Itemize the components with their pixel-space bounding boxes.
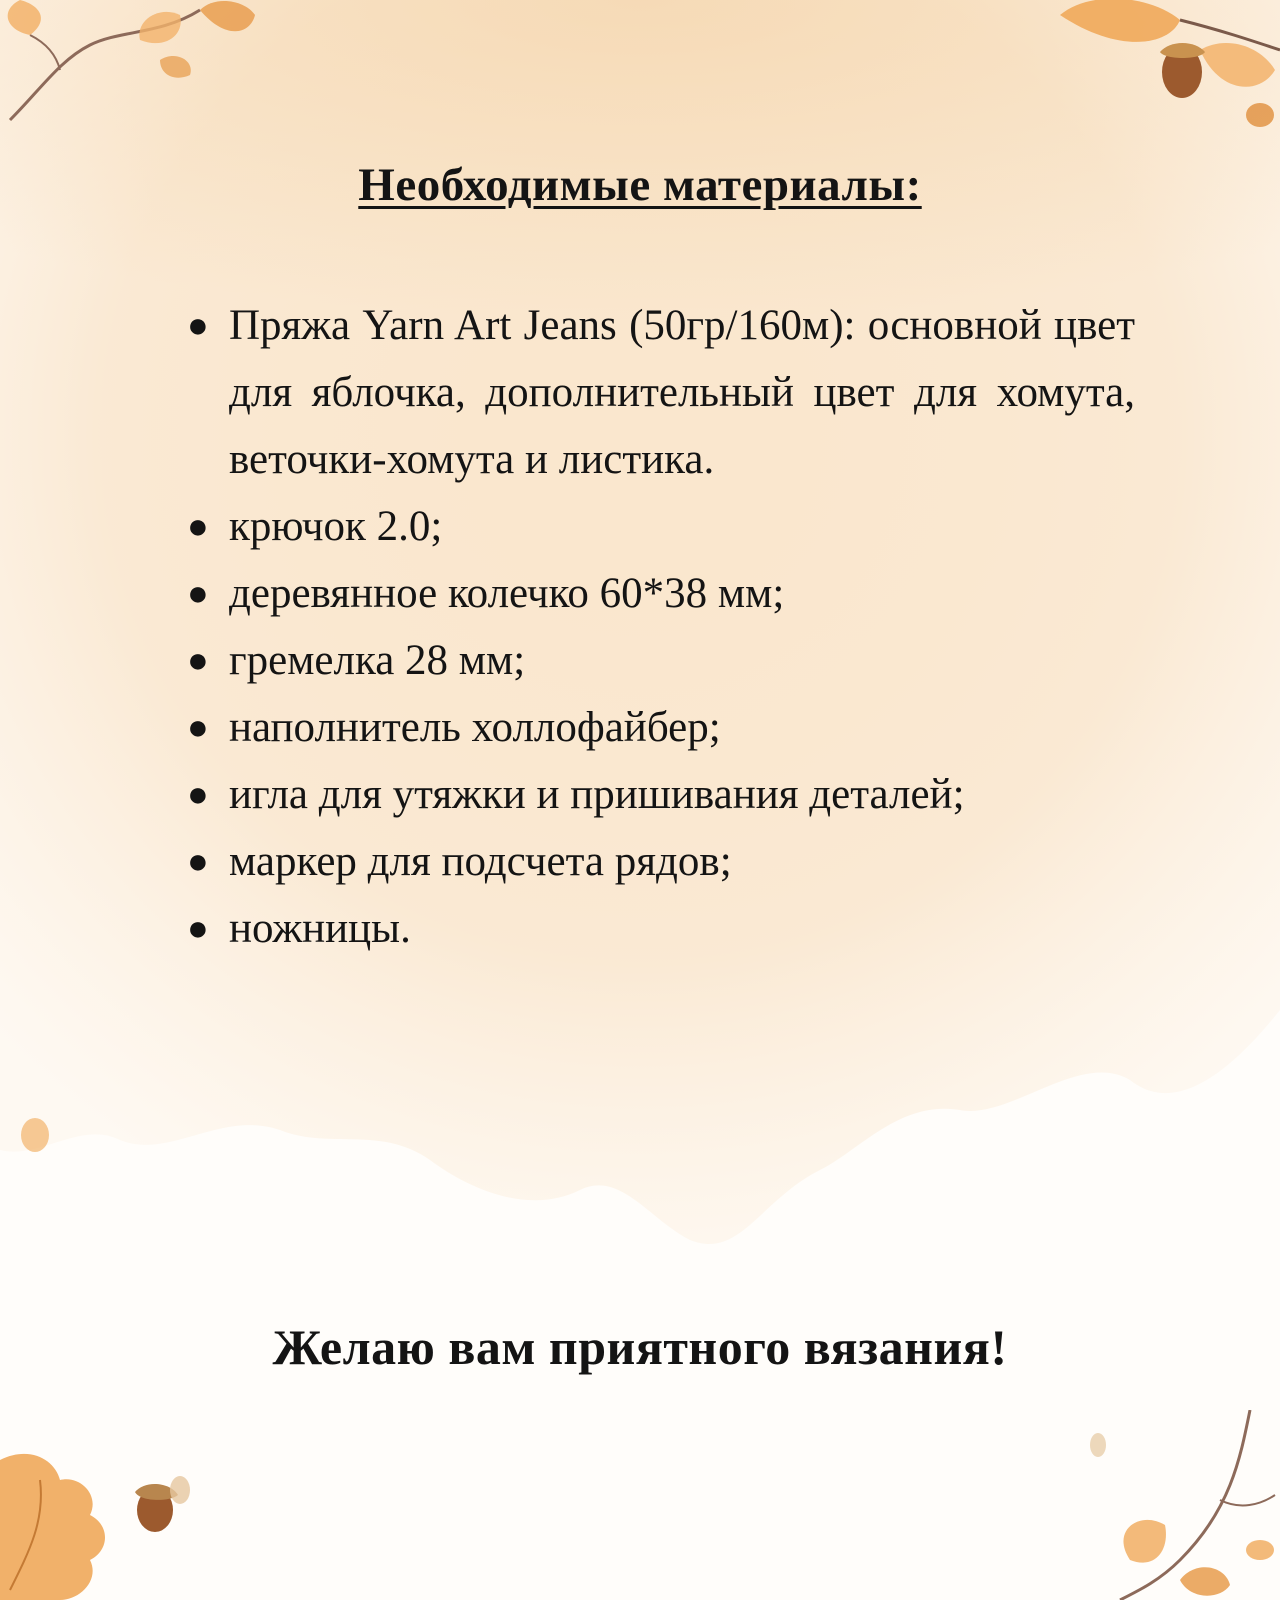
list-item (187, 828, 1135, 895)
closing-message: Желаю вам приятного вязания! (272, 1319, 1008, 1375)
bullet-icon: ● (187, 640, 209, 680)
list-item (187, 627, 1135, 694)
bullet-icon: ● (187, 305, 209, 345)
list-item (187, 560, 1135, 627)
materials-list (187, 292, 1135, 962)
list-item-text: деревянное колечко 60*38 мм; (229, 570, 785, 617)
bullet-icon: ● (187, 506, 209, 546)
petal-icon (18, 1115, 52, 1155)
list-item (187, 493, 1135, 560)
bullet-icon: ● (187, 774, 209, 814)
twig-icon (1060, 1410, 1280, 1600)
list-item (187, 761, 1135, 828)
bullet-icon: ● (187, 908, 209, 948)
list-item-text: гремелка 28 мм; (229, 637, 526, 684)
ginkgo-branch-icon (0, 0, 270, 130)
bullet-icon: ● (187, 707, 209, 747)
bullet-icon: ● (187, 573, 209, 613)
list-item-text: игла для утяжки и пришивания деталей; (229, 771, 965, 818)
list-item (187, 292, 1135, 493)
list-item-text: ножницы. (229, 905, 411, 952)
ginkgo-leaf-icon (1060, 0, 1280, 130)
list-item-text: Пряжа Yarn Art Jeans (50гр/160м): основной цвет для яблочка, дополнительный цвет для хомута, веточки-хомута и листика. (229, 302, 1135, 483)
page-title: Необходимые материалы: (358, 159, 922, 211)
list-item-text: маркер для подсчета рядов; (229, 838, 732, 885)
list-item-text: крючок 2.0; (229, 503, 443, 550)
list-item (187, 895, 1135, 962)
bullet-icon: ● (187, 841, 209, 881)
list-item-text: наполнитель холлофайбер; (229, 704, 721, 751)
list-item (187, 694, 1135, 761)
oak-leaf-icon (0, 1440, 220, 1600)
